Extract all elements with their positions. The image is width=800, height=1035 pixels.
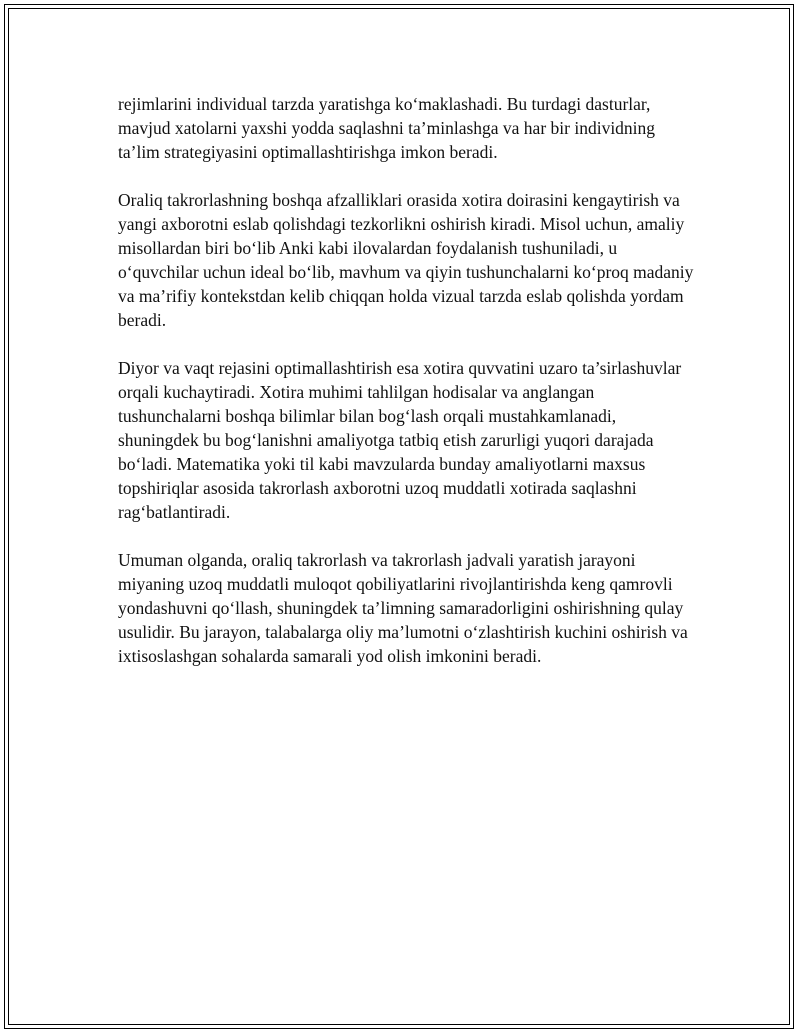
- paragraph-4: Umuman olganda, oraliq takrorlash va takrorlash jadvali yaratish jarayoni miyaning uzoq muddatli muloqot qobiliyatlarini rivojlantirishda keng qamrovli yondashuvni qo‘llash, shuningdek ta’limning samaradorligini oshirishning qulay usulidir. Bu jarayon, talabalarga oliy ma’lumotni o‘zlashtirish kuchini oshirish va ixtisoslashgan sohalarda samarali yod olish imkonini beradi.: [118, 550, 688, 666]
- document-body: [118, 92, 698, 692]
- paragraph-2: Oraliq takrorlashning boshqa afzalliklari orasida xotira doirasini kengaytirish va yangi axborotni eslab qolishdagi tezkorlikni oshirish kiradi. Misol uchun, amaliy misollardan biri bo‘lib Anki kabi ilovalardan foydalanish tushuniladi, u o‘quvchilar uchun ideal bo‘lib, mavhum va qiyin tushunchalarni ko‘proq madaniy va ma’rifiy kontekstdan kelib chiqqan holda vizual tarzda eslab qolishda yordam beradi.: [118, 190, 694, 330]
- paragraph-1: rejimlarini individual tarzda yaratishga ko‘maklashadi. Bu turdagi dasturlar, mavjud xatolarni yaxshi yodda saqlashni ta’minlashga va har bir individning ta’lim strategiyasini optimallashtirishga imkon beradi.: [118, 94, 656, 162]
- paragraph-3: Diyor va vaqt rejasini optimallashtirish esa xotira quvvatini uzaro ta’sirlashuvlar orqali kuchaytiradi. Xotira muhimi tahlilgan hodisalar va anglangan tushunchalarni boshqa bilimlar bilan bog‘lash orqali mustahkamlanadi, shuningdek bu bog‘lanishni amaliyotga tatbiq etish zarurligi yuqori darajada bo‘ladi. Matematika yoki til kabi mavzularda bunday amaliyotlarni maxsus topshiriqlar asosida takrorlash axborotni uzoq muddatli xotirada saqlashni rag‘batlantiradi.: [118, 358, 682, 522]
